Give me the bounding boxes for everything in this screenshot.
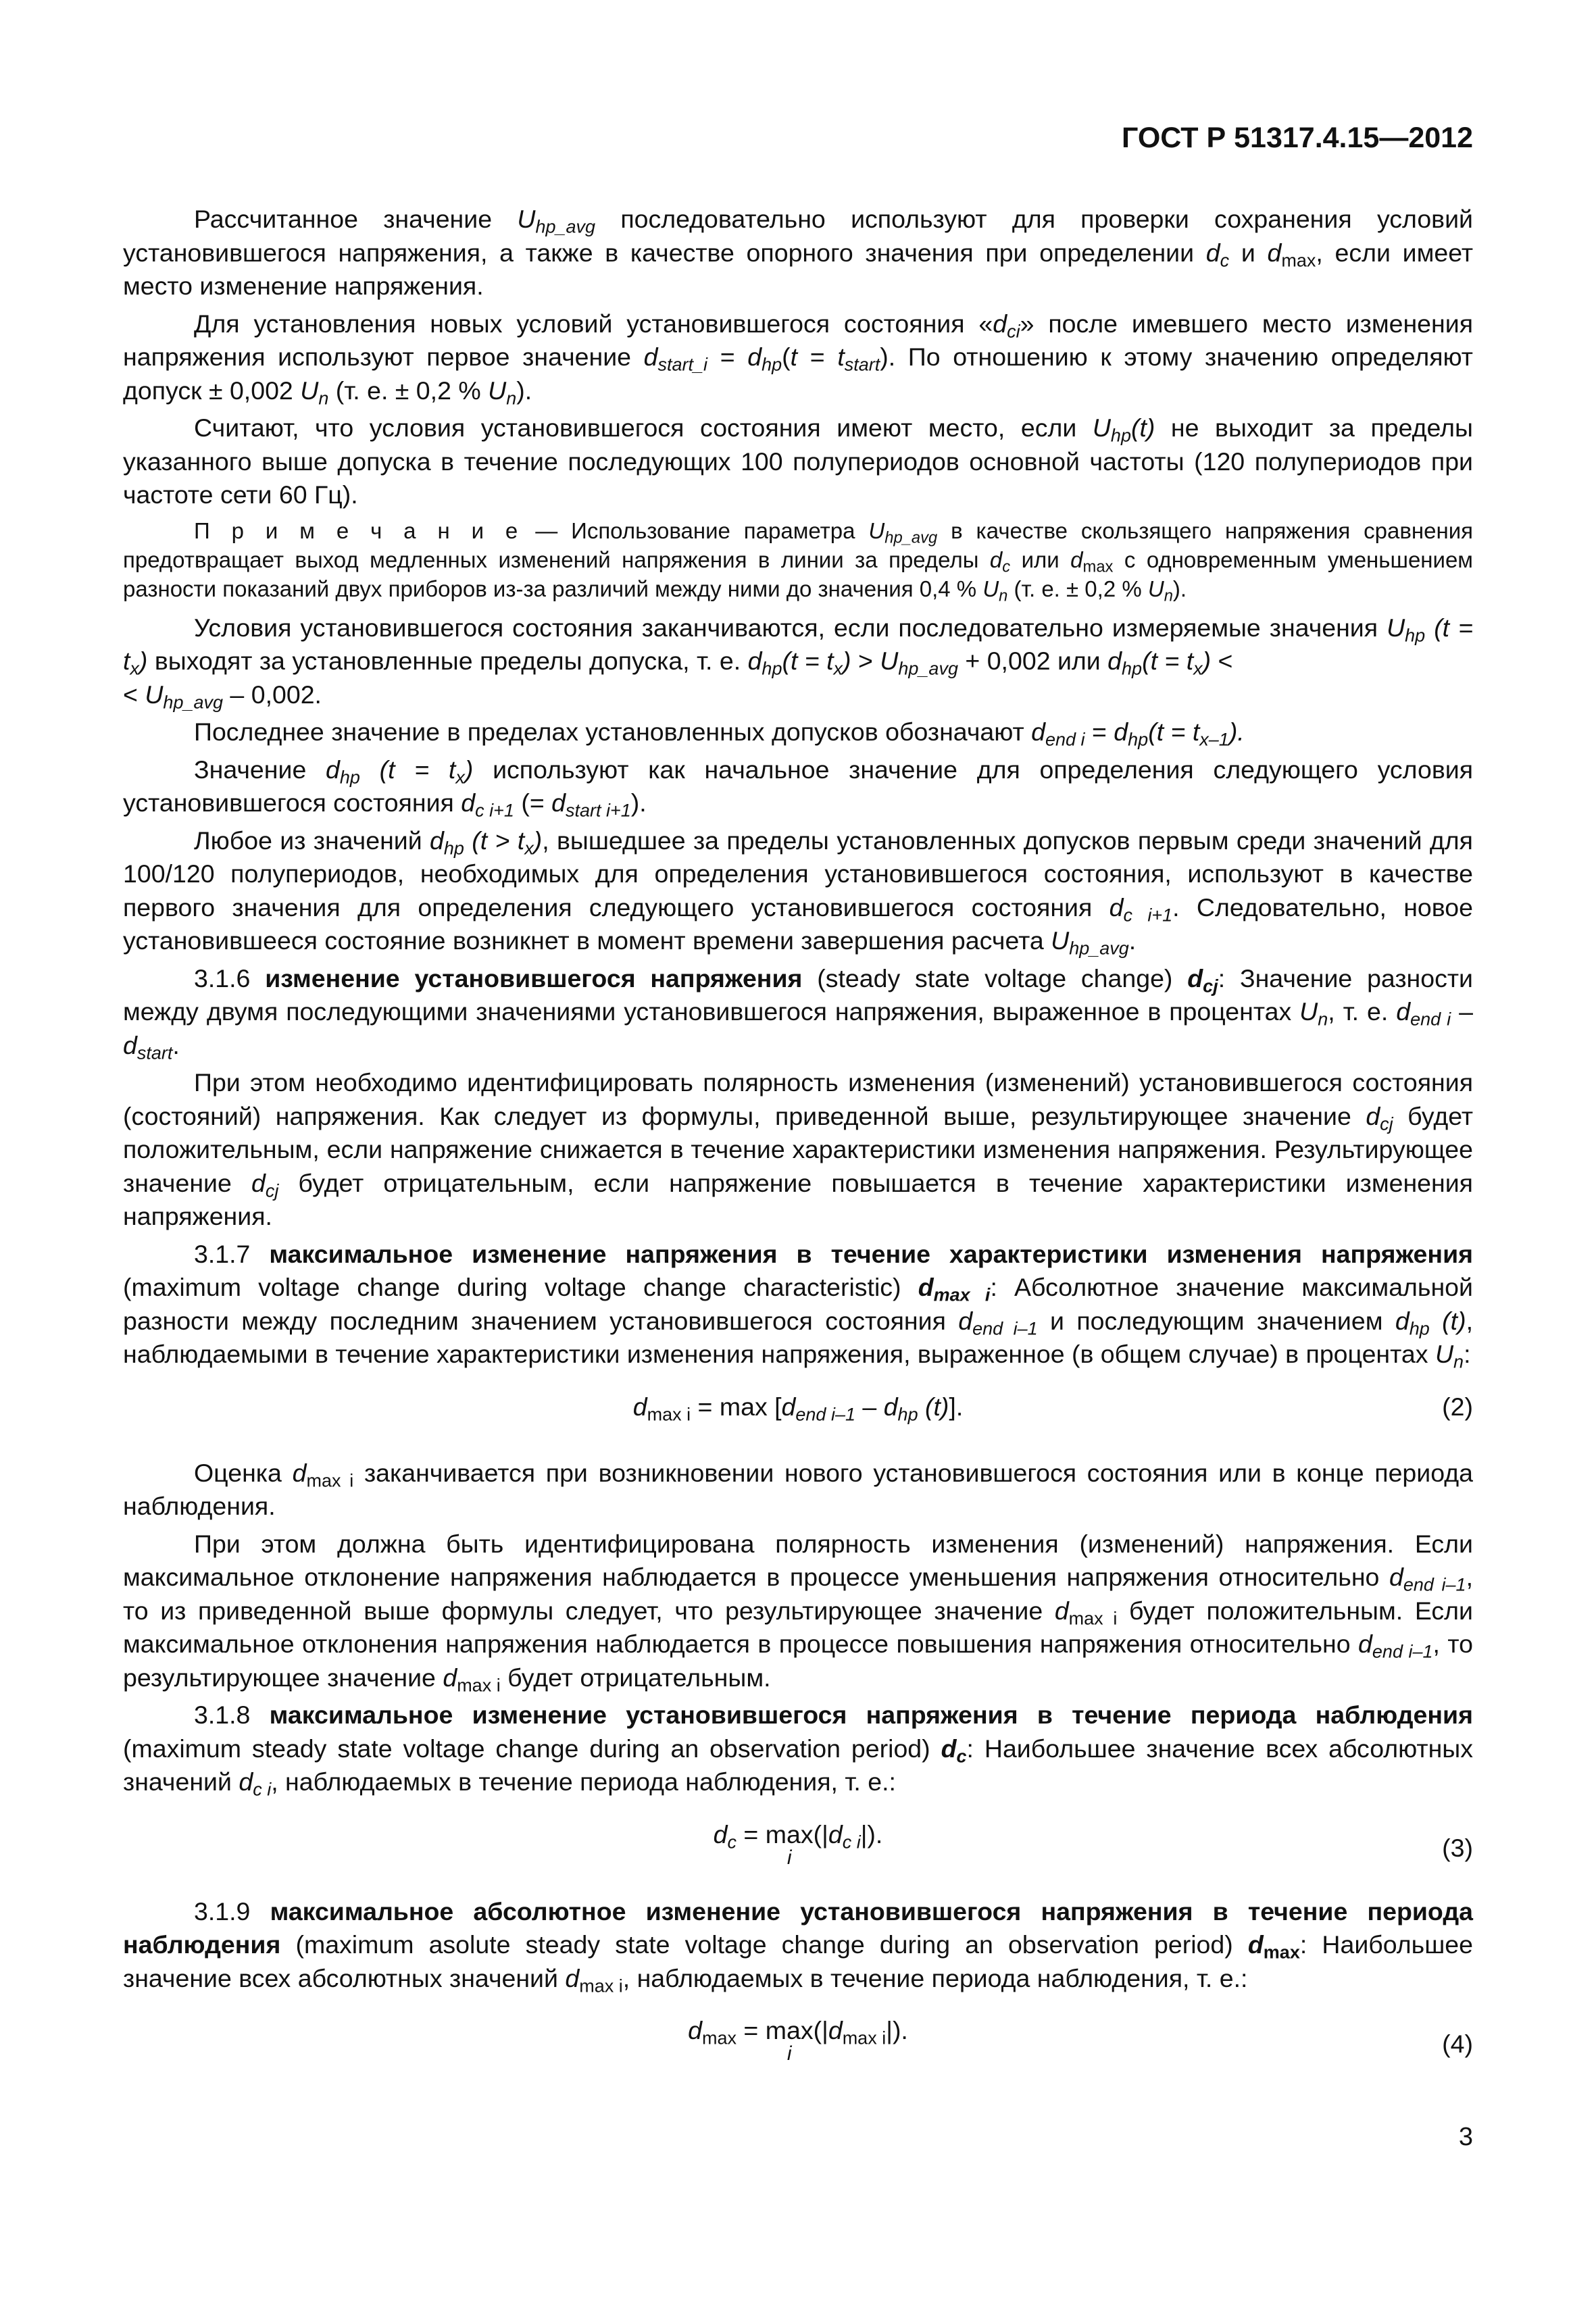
equation-number: (4) bbox=[1442, 2030, 1473, 2058]
page-number: 3 bbox=[1458, 2123, 1473, 2151]
paragraph: Условия установившегося состояния заканчиваются, если последовательно измеряемые значения $U_{hp}$ $(t = t_x)$ выходят за установленные пределы допуска, т. е. $d_{hp}(t = t_x) > U_{hp\_avg} + 0,002$ или $d_{hp}(t = t_x)$ < < $U_{hp\_avg} - 0,002$. bbox=[123, 613, 1473, 713]
paragraph: При этом необходимо идентифицировать полярность изменения (изменений) установившегося состояния (состояний) напряжения. Как следует из формулы, приведенной выше, результирующее значение $d_{cj}$ будет положительным, если напряжение снижается в течение характеристики изменения напряжения. Результирующее значение $d_{cj}$ будет отрицательным, если напряжение повышается в течение характеристики изменения напряжения. bbox=[123, 1068, 1473, 1230]
paragraph: Оценка $d_{max i}$ заканчивается при возникновении нового установившегося состояния или в конце периода наблюдения. bbox=[123, 1458, 1473, 1520]
equation-number: (3) bbox=[1442, 1833, 1473, 1862]
term-3-1-8: 3.1.8 максимальное изменение установившегося напряжения в течение периода наблюдения (maximum steady state voltage change during an observation period) $d_c$: Наибольшее значение всех абсолютных значений $d_{c i}$, наблюдаемых в течение периода наблюдения, т. е.: bbox=[123, 1701, 1473, 1800]
equation-3 bbox=[123, 1811, 1473, 1880]
note: П р и м е ч а н и е — Использование параметра $U_{hp\_avg}$ в качестве скользящего напряжения сравнения предотвращает выход медленных изменений напряжения в линии за пределы $d_c$ или $d_{max}$ с одновременным уменьшением разности показаний двух приборов из-за различий между ними до значения 0,4 % $U_n$ (т. е. ± 0,2 % $U_n$). bbox=[123, 518, 1474, 605]
document-body bbox=[123, 203, 1473, 2091]
equation-number: (2) bbox=[1442, 1392, 1473, 1421]
equation-expression: $d_c = \max$ i $(|d_{c i}|)$. bbox=[713, 1819, 883, 1869]
paragraph: При этом должна быть идентифицирована полярность изменения (изменений) напряжения. Если максимальное отклонение напряжения наблюдается в процессе уменьшения напряжения относительно $d_{end i-1}$, то из приведенной выше формулы следует, что результирующее значение $d_{max i}$ будет положительным. Если максимальное отклонения напряжения наблюдается в процессе повышения напряжения относительно $d_{end i-1}$, то результирующее значение $d_{max i}$ будет отрицательным. bbox=[123, 1529, 1473, 1696]
equation-expression: $d_{max i} = \max [d_{end i-1} - d_{hp}$ (t)]. bbox=[632, 1392, 964, 1425]
paragraph: Считают, что условия установившегося состояния имеют место, если $U_{hp}(t)$ не выходит за пределы указанного выше допуска в течение последующих 100 полупериодов основной частоты (120 полупериодов при частоте сети 60 Гц). bbox=[123, 413, 1473, 509]
standard-header: ГОСТ Р 51317.4.15—2012 bbox=[1122, 122, 1473, 154]
paragraph: Рассчитанное значение $U_{hp\_avg}$ последовательно используют для проверки сохранения условий установившегося напряжения, а также в качестве опорного значения при определении $d_c$ и $d_{max}$, если имеет место изменение напряжения. bbox=[123, 205, 1473, 300]
paragraph: Для установления новых условий установившегося состояния «$d_{ci}$» после имевшего место изменения напряжения используют первое значение $d_{start\_i} = d_{hp}(t = t_{start})$. По отношению к этому значению определяют допуск ± 0,002 $U_n$ (т. е. ± 0,2 % $U_n$). bbox=[123, 309, 1473, 409]
term-3-1-9: 3.1.9 максимальное абсолютное изменение установившегося напряжения в течение периода наблюдения (maximum asolute steady state voltage change during an observation period) $d_{max}$: Наибольшее значение всех абсолютных значений $d_{max i}$, наблюдаемых в течение периода наблюдения, т. е.: bbox=[123, 1896, 1473, 1996]
paragraph: Последнее значение в пределах установленных допусков обозначают $d_{end i} = d_{hp}(t = t_{x-1})$. bbox=[194, 718, 1245, 750]
equation-2 bbox=[123, 1384, 1473, 1442]
equation-expression: $d_{max} = \max$ i $(|d_{max i}|)$. bbox=[688, 2016, 908, 2065]
paragraph: Любое из значений $d_{hp}$ $(t > t_x)$, вышедшее за пределы установленных допусков первым среди значений для 100/120 полупериодов, необходимых для определения установившегося состояния, используют в качестве первого значения для определения следующего установившегося состояния $d_{c i+1}$. Следовательно, новое установившееся состояние возникнет в момент времени завершения расчета $U_{hp\_avg}$. bbox=[123, 826, 1473, 959]
term-3-1-7: 3.1.7 максимальное изменение напряжения в течение характеристики изменения напряжения (maximum voltage change during voltage change characteristic) $d_{max i}$: Абсолютное значение максимальной разности между последним значением установившегося состояния $d_{end i-1}$ и последующим значением $d_{hp}$ (t), наблюдаемыми в течение характеристики изменения напряжения, выраженное (в общем случае) в процентах $U_n$: bbox=[123, 1239, 1474, 1372]
term-3-1-6: 3.1.6 изменение установившегося напряжения (steady state voltage change) $d_{cj}$: Значение разности между двумя последующими значениями установившегося напряжения, выраженное в процентах $U_n$, т. е. $d_{end i} - d_{start}$. bbox=[123, 963, 1473, 1063]
equation-4 bbox=[123, 2007, 1473, 2076]
paragraph: Значение $d_{hp}$ $(t = t_x)$ используют как начальное значение для определения следующего условия установившегося состояния $d_{c i+1}$ (= $d_{start i+1}$). bbox=[123, 755, 1474, 821]
